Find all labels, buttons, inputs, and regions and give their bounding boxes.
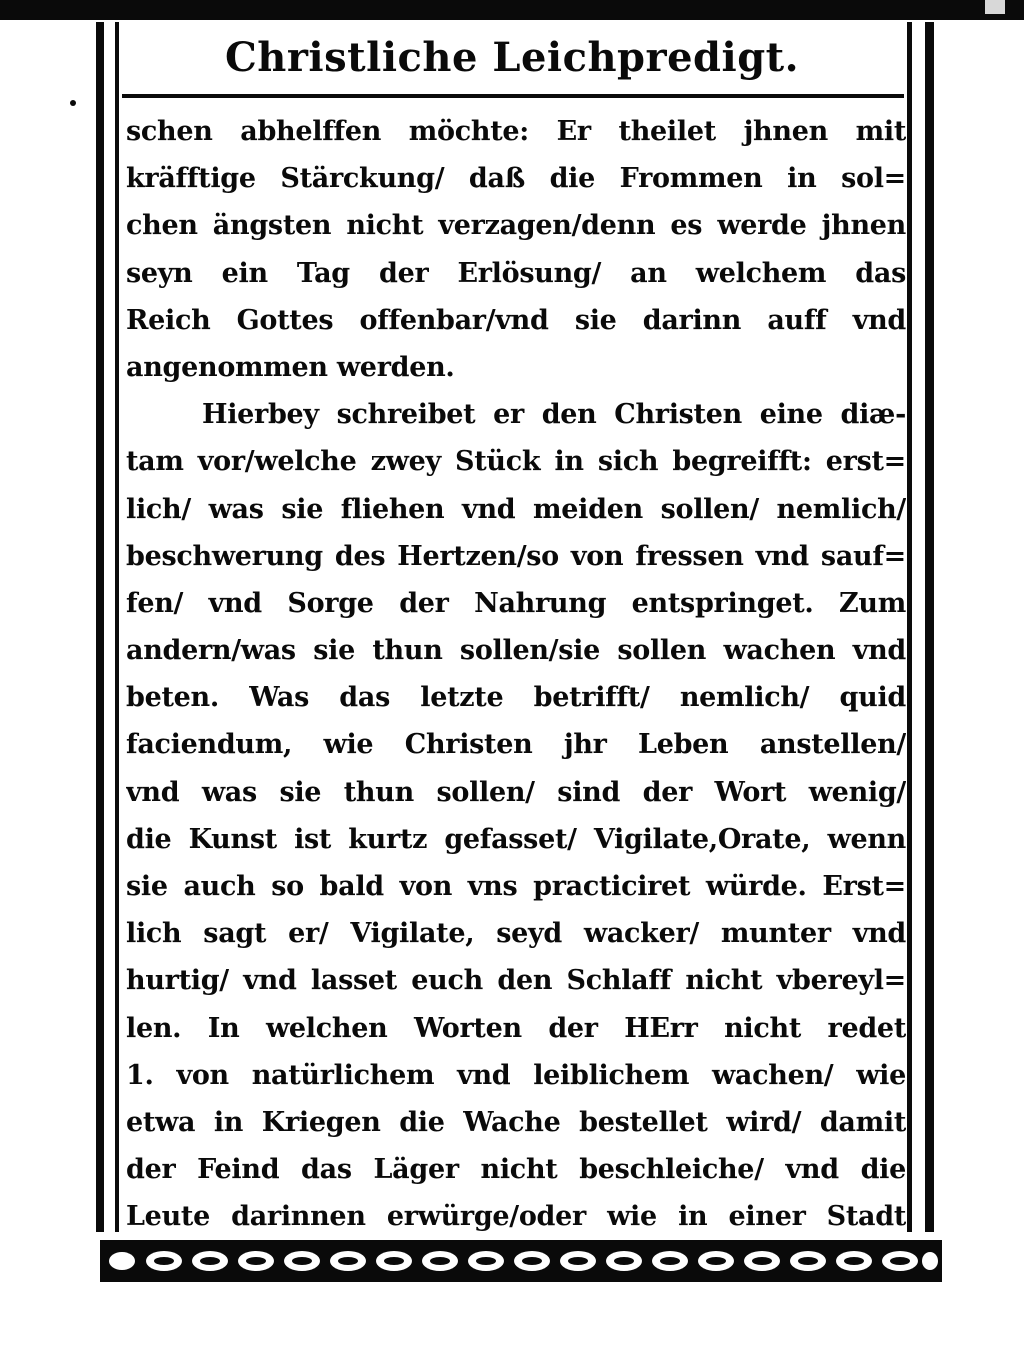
text-line: Reich Gottes offenbar/vnd sie darinn auff vnd <box>126 304 906 336</box>
text-line: kräfftige Stärckung/ daß die Frommen in sol= <box>126 163 906 195</box>
text-line: etwa in Kriegen die Wache bestellet wird/ damit <box>126 1106 906 1138</box>
text-line: beschwerung des Hertzen/so von fressen vnd sauf= <box>126 540 906 572</box>
text-line: seyn ein Tag der Erlösung/ an welchem das <box>126 257 906 289</box>
frame-rule-right-outer <box>925 22 934 1232</box>
text-line: beten. Was das letzte betrifft/ nemlich/ quid <box>126 682 906 714</box>
text-line: tam vor/welche zwey Stück in sich begreifft: erst= <box>126 446 906 478</box>
text-line: faciendum, wie Christen jhr Leben anstellen/ <box>126 729 906 761</box>
body-text <box>126 108 906 1288</box>
text-line: sie auch so bald von vns practiciret würde. Erst= <box>126 871 906 902</box>
running-header <box>122 30 902 94</box>
text-line: lich sagt er/ Vigilate, seyd wacker/ munter vnd <box>126 918 906 950</box>
text-line: andern/was sie thun sollen/sie sollen wachen vnd <box>126 635 906 667</box>
text-line: hurtig/ vnd lasset euch den Schlaff nicht vbereyl= <box>126 965 906 997</box>
text-line: fen/ vnd Sorge der Nahrung entspringet. Zum <box>126 587 906 619</box>
page-corner-gap <box>985 0 1005 14</box>
text-line: angenommen werden. <box>126 351 455 383</box>
frame-rule-right-inner <box>907 22 912 1232</box>
text-line: der Feind das Läger nicht beschleiche/ vnd die <box>126 1154 906 1186</box>
text-line: Hierbey schreibet er den Christen eine diæ- <box>202 399 906 431</box>
text-line: 1. von natürlichem vnd leiblichem wachen/ wie <box>126 1059 906 1091</box>
text-line: die Kunst ist kurtz gefasset/ Vigilate,Orate, wenn <box>126 823 906 855</box>
text-line: Leute darinnen erwürge/oder wie in einer Stadt <box>126 1201 906 1233</box>
page-top-edge <box>0 0 1024 20</box>
text-line: chen ängsten nicht verzagen/denn es werde jhnen <box>126 210 906 242</box>
text-line: vnd was sie thun sollen/ sind der Wort wenig/ <box>126 776 906 808</box>
text-line: lich/ was sie fliehen vnd meiden sollen/ nemlich/ <box>126 493 906 525</box>
header-rule <box>122 94 904 98</box>
frame-rule-left-inner <box>115 22 119 1232</box>
ornamental-border <box>100 1240 942 1282</box>
text-line: len. In welchen Worten der HErr nicht redet <box>126 1012 906 1044</box>
margin-dot <box>70 100 76 106</box>
header-title: Christliche Leichpredigt. <box>224 34 800 81</box>
frame-rule-left-outer <box>96 22 104 1232</box>
text-line: schen abhelffen möchte: Er theilet jhnen mit <box>126 116 906 147</box>
